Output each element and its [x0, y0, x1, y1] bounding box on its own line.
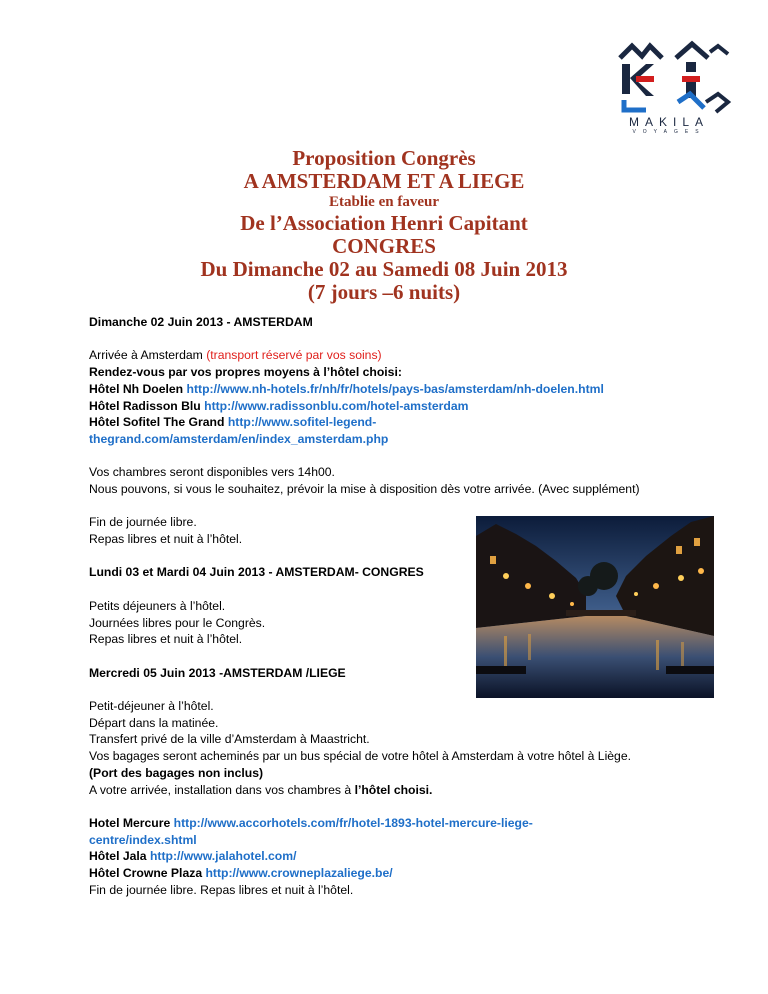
- day1-hotel3-name: Hôtel Sofitel The Grand: [89, 415, 228, 430]
- logo-brand: MAKILA: [628, 115, 709, 129]
- day1-hotel2-name: Hôtel Radisson Blu: [89, 398, 205, 413]
- day2-heading: Lundi 03 et Mardi 04 Juin 2013 - AMSTERDAM- CONGRES: [89, 565, 424, 580]
- title-line-7: (7 jours –6 nuits): [307, 280, 461, 304]
- day1-rdv: Rendez-vous par vos propres moyens à l’hôtel choisi:: [89, 365, 402, 380]
- day4-hotel2-name: Hôtel Jala: [89, 849, 150, 864]
- day4-transfer: Transfert privé de la ville d’Amsterdam à Maastricht.: [89, 732, 370, 747]
- day1-hotel1-link[interactable]: http://www.nh-hotels.fr/nh/fr/hotels/pays-bas/amsterdam/nh-doelen.html: [186, 381, 604, 396]
- day1-hotel1-name: Hôtel Nh Doelen: [89, 381, 187, 396]
- day4-hotel1-link-a[interactable]: http://www.accorhotels.com/fr/hotel-1893-hotel-mercure-liege-: [173, 815, 533, 830]
- day4-breakfast: Petit-déjeuner à l’hôtel.: [89, 699, 214, 714]
- day1-hotel1: [89, 381, 709, 398]
- day1-arrival: Arrivée à Amsterdam: [89, 348, 207, 363]
- day4-heading: Mercredi 05 Juin 2013 -AMSTERDAM /LIEGE: [89, 665, 346, 680]
- day1-hotel3: [89, 414, 709, 431]
- day4-hotel3: [89, 865, 709, 882]
- day4-hotel1-name: Hotel Mercure: [89, 815, 174, 830]
- day1-arrival-line: [89, 347, 709, 364]
- title-line-3: Etablie en faveur: [329, 194, 439, 210]
- day4-hotel1-link-b[interactable]: centre/index.shtml: [89, 832, 197, 847]
- day1-arrival-note: (transport réservé par vos soins): [206, 348, 382, 363]
- day2-meals: Repas libres et nuit à l’hôtel.: [89, 632, 243, 647]
- title-line-1: Proposition Congrès: [292, 146, 476, 170]
- day1-heading: Dimanche 02 Juin 2013 - AMSTERDAM: [89, 315, 313, 329]
- day4-install-line: [89, 782, 709, 799]
- day4-hotel2: [89, 848, 709, 865]
- title-line-6: Du Dimanche 02 au Samedi 08 Juin 2013: [200, 257, 568, 281]
- amsterdam-canal-photo: [476, 516, 714, 698]
- day1-hotel2-link[interactable]: http://www.radissonblu.com/hotel-amsterdam: [204, 398, 469, 413]
- day4-hotel2-link[interactable]: http://www.jalahotel.com/: [149, 849, 297, 864]
- day4-luggage-note: (Port des bagages non inclus): [89, 765, 264, 780]
- day1-rooms-option: Nous pouvons, si vous le souhaitez, prévoir la mise à disposition dès votre arrivée. (Avec supplément): [89, 482, 640, 496]
- day1-hotel3-link-b[interactable]: thegrand.com/amsterdam/en/index_amsterdam.php: [89, 431, 389, 446]
- title-line-2: A AMSTERDAM ET A LIEGE: [243, 169, 525, 193]
- day2-breakfast: Petits déjeuners à l’hôtel.: [89, 598, 226, 613]
- logo-emblem-icon: [606, 40, 732, 116]
- day4-install-bold: l’hôtel choisi.: [354, 782, 433, 797]
- day4-departure: Départ dans la matinée.: [89, 715, 219, 730]
- logo-subtitle: VOYAGES: [632, 129, 706, 135]
- company-logo: [606, 40, 732, 136]
- day4-hotel3-name: Hôtel Crowne Plaza: [89, 866, 206, 881]
- title-line-4: De l’Association Henri Capitant: [240, 211, 528, 235]
- day1-rooms: Vos chambres seront disponibles vers 14h00.: [89, 465, 335, 480]
- day4-luggage: Vos bagages seront acheminés par un bus spécial de votre hôtel à Amsterdam à votre hôtel à Liège.: [89, 749, 631, 764]
- day4-end: Fin de journée libre. Repas libres et nuit à l’hôtel.: [89, 882, 354, 897]
- day1-meals: Repas libres et nuit à l’hôtel.: [89, 532, 243, 547]
- day1-hotel3-link-a[interactable]: http://www.sofitel-legend-: [227, 415, 377, 430]
- day4-hotel1: [89, 815, 709, 832]
- day1-hotel2: [89, 398, 709, 415]
- title-line-5: CONGRES: [332, 234, 436, 258]
- day4-install: A votre arrivée, installation dans vos chambres à: [89, 782, 355, 797]
- title-block: [0, 147, 768, 304]
- day2-congress: Journées libres pour le Congrès.: [89, 615, 266, 630]
- day1-free: Fin de journée libre.: [89, 515, 197, 530]
- day4-hotel3-link[interactable]: http://www.crowneplazaliege.be/: [205, 866, 393, 881]
